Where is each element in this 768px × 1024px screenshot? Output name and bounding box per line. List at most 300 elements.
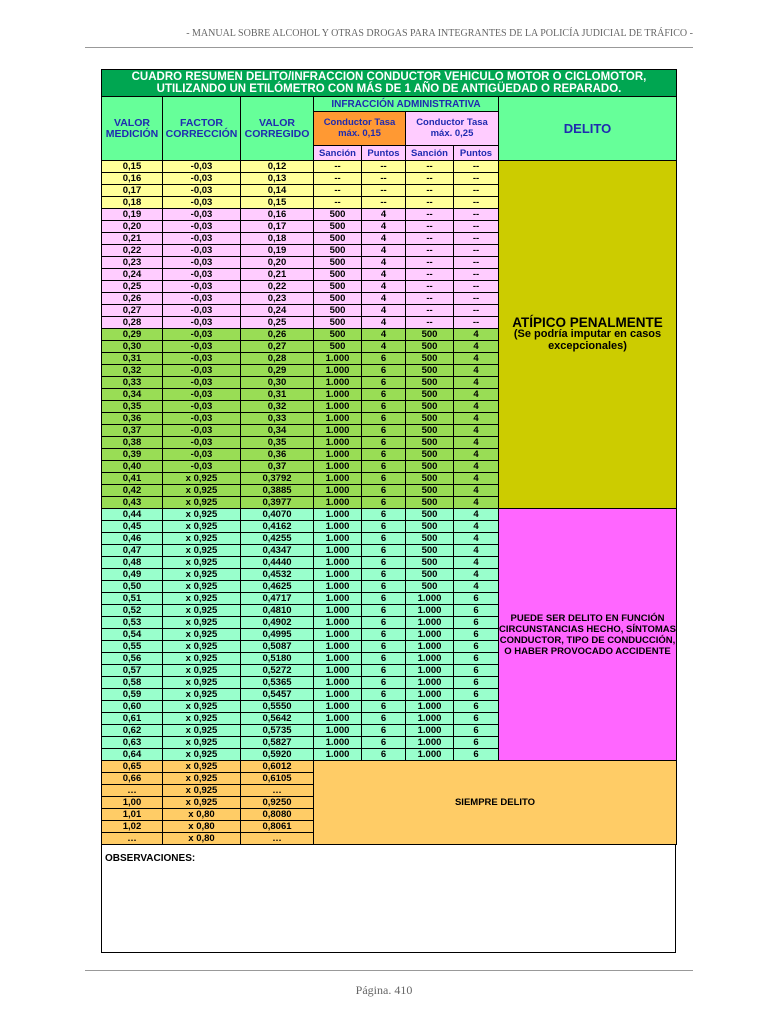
table-cell: 6 [362, 545, 406, 557]
table-cell: -- [454, 233, 499, 245]
table-cell: 0,26 [102, 293, 163, 305]
table-cell: 6 [454, 677, 499, 689]
table-cell: 1.000 [314, 545, 362, 557]
table-cell: 500 [314, 293, 362, 305]
footer-divider [85, 970, 693, 971]
table-cell: 0,4810 [241, 605, 314, 617]
table-cell: 0,5550 [241, 701, 314, 713]
table-cell: 0,4347 [241, 545, 314, 557]
table-cell: 500 [406, 341, 454, 353]
table-cell: 6 [362, 401, 406, 413]
table-cell: -- [314, 173, 362, 185]
header-conductor-025: Conductor Tasa máx. 0,25 [406, 112, 499, 146]
table-cell: 0,25 [241, 317, 314, 329]
table-cell: 1.000 [406, 617, 454, 629]
table-cell: 0,31 [241, 389, 314, 401]
table-cell: -- [406, 257, 454, 269]
table-cell: x 0,80 [163, 821, 241, 833]
table-cell: -0,03 [163, 365, 241, 377]
table-cell: -0,03 [163, 197, 241, 209]
table-cell: x 0,925 [163, 617, 241, 629]
table-cell: -- [362, 197, 406, 209]
table-cell: -- [454, 293, 499, 305]
table-cell: 0,41 [102, 473, 163, 485]
table-cell: 0,4440 [241, 557, 314, 569]
table-cell: 4 [362, 257, 406, 269]
table-cell: 0,56 [102, 653, 163, 665]
table-cell: 4 [362, 341, 406, 353]
table-cell: 500 [314, 341, 362, 353]
table-cell: 0,4532 [241, 569, 314, 581]
table-cell: -0,03 [163, 221, 241, 233]
table-cell: 6 [362, 509, 406, 521]
table-cell: 4 [454, 329, 499, 341]
table-cell: x 0,925 [163, 737, 241, 749]
table-cell: 4 [362, 329, 406, 341]
table-cell: -0,03 [163, 389, 241, 401]
table-cell: 1.000 [406, 725, 454, 737]
summary-table [101, 69, 677, 845]
table-cell: 1.000 [314, 641, 362, 653]
table-cell: 1.000 [314, 509, 362, 521]
header-puntos-2: Puntos [454, 146, 499, 161]
table-cell: 0,12 [241, 161, 314, 173]
table-cell: -- [406, 293, 454, 305]
table-cell: 4 [362, 317, 406, 329]
table-cell: 0,3977 [241, 497, 314, 509]
table-cell: -- [454, 317, 499, 329]
table-cell: 4 [362, 305, 406, 317]
page-header: - MANUAL SOBRE ALCOHOL Y OTRAS DROGAS PARA INTEGRANTES DE LA POLICÍA JUDICIAL DE TRÁFICO - [186, 28, 693, 39]
table-cell: 6 [454, 749, 499, 761]
table-cell: 6 [454, 665, 499, 677]
table-cell: -0,03 [163, 317, 241, 329]
table-cell: 6 [454, 713, 499, 725]
table-cell: 6 [362, 365, 406, 377]
table-cell: 6 [362, 665, 406, 677]
table-cell: 6 [362, 425, 406, 437]
table-cell: 0,5365 [241, 677, 314, 689]
table-cell: 0,34 [102, 389, 163, 401]
table-cell: 0,30 [102, 341, 163, 353]
table-cell: 0,65 [102, 761, 163, 773]
table-cell: x 0,925 [163, 497, 241, 509]
table-cell: 0,20 [241, 257, 314, 269]
table-cell: -- [362, 161, 406, 173]
table-cell: 0,5272 [241, 665, 314, 677]
table-cell: 6 [454, 593, 499, 605]
table-cell: 0,36 [241, 449, 314, 461]
table-cell: 1.000 [314, 713, 362, 725]
table-cell: 0,4902 [241, 617, 314, 629]
table-cell: 6 [362, 569, 406, 581]
table-cell: x 0,925 [163, 533, 241, 545]
table-cell: -0,03 [163, 437, 241, 449]
table-cell: 0,63 [102, 737, 163, 749]
table-cell: 6 [362, 533, 406, 545]
table-cell: -- [406, 233, 454, 245]
table-cell: 0,14 [241, 185, 314, 197]
table-cell: 4 [454, 545, 499, 557]
table-cell: x 0,80 [163, 809, 241, 821]
table-cell: 500 [406, 425, 454, 437]
table-cell: 1.000 [314, 677, 362, 689]
table-cell: 500 [406, 329, 454, 341]
table-cell: 6 [362, 449, 406, 461]
table-cell: 0,6105 [241, 773, 314, 785]
table-cell: 4 [454, 533, 499, 545]
table-cell: 500 [406, 521, 454, 533]
table-cell: -0,03 [163, 257, 241, 269]
table-cell: 1.000 [314, 437, 362, 449]
table-cell: 0,30 [241, 377, 314, 389]
table-cell: 500 [406, 533, 454, 545]
table-cell: -- [454, 209, 499, 221]
observaciones-label: OBSERVACIONES: [105, 853, 196, 864]
table-cell: 0,50 [102, 581, 163, 593]
table-cell: 500 [406, 353, 454, 365]
table-cell: 0,18 [241, 233, 314, 245]
table-cell: -0,03 [163, 401, 241, 413]
header-valor-corregido: VALOR CORREGIDO [241, 97, 314, 161]
table-cell: 1.000 [314, 593, 362, 605]
table-cell: -0,03 [163, 281, 241, 293]
table-cell: 6 [362, 689, 406, 701]
table-cell: 1.000 [314, 365, 362, 377]
table-cell: 0,16 [241, 209, 314, 221]
table-cell: 0,49 [102, 569, 163, 581]
table-cell: 4 [454, 581, 499, 593]
atipico-title: ATÍPICO PENALMENTE [512, 315, 663, 330]
table-cell: 0,3885 [241, 485, 314, 497]
table-cell: x 0,925 [163, 593, 241, 605]
table-cell: x 0,925 [163, 485, 241, 497]
table-cell: 6 [362, 353, 406, 365]
table-cell: -- [406, 173, 454, 185]
table-cell: 1.000 [406, 737, 454, 749]
table-cell: 6 [362, 581, 406, 593]
table-cell: 0,43 [102, 497, 163, 509]
table-cell: -0,03 [163, 449, 241, 461]
table-cell: x 0,925 [163, 797, 241, 809]
table-cell: 6 [362, 701, 406, 713]
table-cell: 0,8080 [241, 809, 314, 821]
header-valor-medicion: VALOR MEDICIÓN [102, 97, 163, 161]
table-cell: 0,54 [102, 629, 163, 641]
table-cell: 6 [362, 521, 406, 533]
table-cell: 0,35 [102, 401, 163, 413]
table-cell: 1.000 [314, 701, 362, 713]
table-cell: 1.000 [314, 569, 362, 581]
table-cell: 6 [362, 593, 406, 605]
table-cell: 6 [362, 737, 406, 749]
table-row [102, 161, 677, 173]
table-cell: -- [406, 281, 454, 293]
table-cell: 0,5827 [241, 737, 314, 749]
table-cell: 1.000 [314, 497, 362, 509]
table-cell: 1.000 [314, 749, 362, 761]
table-cell: -- [314, 197, 362, 209]
table-cell: -0,03 [163, 161, 241, 173]
table-cell: x 0,925 [163, 689, 241, 701]
table-cell: 1.000 [314, 389, 362, 401]
table-cell: -- [454, 185, 499, 197]
table-cell: 0,47 [102, 545, 163, 557]
table-cell: 1.000 [314, 653, 362, 665]
table-cell: 1.000 [314, 617, 362, 629]
table-cell: 500 [406, 449, 454, 461]
table-cell: 0,64 [102, 749, 163, 761]
table-cell: 0,21 [102, 233, 163, 245]
table-cell: 500 [314, 281, 362, 293]
table-cell: 6 [362, 497, 406, 509]
table-cell: -- [454, 269, 499, 281]
table-cell: 0,4717 [241, 593, 314, 605]
table-cell: 4 [454, 461, 499, 473]
table-cell: x 0,925 [163, 773, 241, 785]
table-cell: 500 [406, 497, 454, 509]
table-cell: 1.000 [314, 605, 362, 617]
table-cell: 0,59 [102, 689, 163, 701]
table-cell: x 0,925 [163, 749, 241, 761]
table-cell: 4 [362, 269, 406, 281]
table-cell: 0,66 [102, 773, 163, 785]
table-cell: -0,03 [163, 425, 241, 437]
table-cell: 4 [454, 497, 499, 509]
table-cell: 1.000 [314, 413, 362, 425]
table-cell: 6 [362, 473, 406, 485]
table-cell: -0,03 [163, 353, 241, 365]
table-cell: -0,03 [163, 233, 241, 245]
table-cell: 500 [406, 461, 454, 473]
table-cell: 0,24 [241, 305, 314, 317]
table-cell: 0,13 [241, 173, 314, 185]
table-cell: -- [406, 245, 454, 257]
table-cell: 4 [454, 521, 499, 533]
table-cell: 4 [454, 569, 499, 581]
table-cell: 1.000 [314, 377, 362, 389]
table-cell: -0,03 [163, 341, 241, 353]
table-cell: … [102, 785, 163, 797]
header-puntos-1: Puntos [362, 146, 406, 161]
table-cell: 0,5457 [241, 689, 314, 701]
table-cell: -- [314, 161, 362, 173]
table-cell: 6 [454, 725, 499, 737]
table-cell: 0,44 [102, 509, 163, 521]
table-cell: 1.000 [406, 689, 454, 701]
table-cell: -- [362, 173, 406, 185]
table-cell: 0,21 [241, 269, 314, 281]
table-cell: 6 [362, 629, 406, 641]
table-cell: -- [454, 197, 499, 209]
table-cell: 0,5735 [241, 725, 314, 737]
table-cell: -- [406, 197, 454, 209]
table-cell: 4 [362, 293, 406, 305]
table-cell: 0,4162 [241, 521, 314, 533]
table-cell: 4 [454, 557, 499, 569]
table-cell: 0,34 [241, 425, 314, 437]
table-cell: -- [454, 173, 499, 185]
table-cell: 1.000 [314, 737, 362, 749]
table-cell: 1.000 [314, 725, 362, 737]
table-cell: 6 [362, 437, 406, 449]
table-cell: 0,4995 [241, 629, 314, 641]
table-cell: x 0,925 [163, 713, 241, 725]
table-cell: 500 [314, 245, 362, 257]
table-cell: -0,03 [163, 185, 241, 197]
table-cell: 500 [314, 317, 362, 329]
table-cell: 1.000 [406, 605, 454, 617]
table-cell: 0,9250 [241, 797, 314, 809]
table-cell: 0,37 [241, 461, 314, 473]
table-cell: -0,03 [163, 269, 241, 281]
table-cell: 0,22 [241, 281, 314, 293]
table-cell: 0,15 [241, 197, 314, 209]
table-cell: 0,31 [102, 353, 163, 365]
table-cell: 0,8061 [241, 821, 314, 833]
table-cell: 0,55 [102, 641, 163, 653]
table-cell: 0,38 [102, 437, 163, 449]
header-conductor-015: Conductor Tasa máx. 0,15 [314, 112, 406, 146]
table-cell: 0,5920 [241, 749, 314, 761]
table-cell: 500 [406, 437, 454, 449]
table-cell: 0,15 [102, 161, 163, 173]
table-cell: -- [454, 245, 499, 257]
table-cell: 1.000 [406, 677, 454, 689]
table-cell: x 0,925 [163, 545, 241, 557]
table-cell: 1.000 [406, 713, 454, 725]
table-cell: 1.000 [314, 485, 362, 497]
table-cell: -- [454, 305, 499, 317]
table-cell: 1.000 [314, 557, 362, 569]
table-cell: 6 [454, 605, 499, 617]
table-cell: 500 [406, 377, 454, 389]
table-cell: x 0,925 [163, 725, 241, 737]
table-cell: 1.000 [314, 533, 362, 545]
table-cell: x 0,925 [163, 653, 241, 665]
header-factor-correccion: FACTOR CORRECCIÓN [163, 97, 241, 161]
table-cell: 0,23 [241, 293, 314, 305]
table-cell: -- [454, 281, 499, 293]
table-cell: -- [406, 209, 454, 221]
table-cell: 6 [454, 653, 499, 665]
table-cell: -- [406, 161, 454, 173]
table-cell: x 0,925 [163, 665, 241, 677]
atipico-note: (Se podría imputar en casos excepcionales) [513, 328, 662, 352]
table-cell: 0,51 [102, 593, 163, 605]
table-cell: 6 [362, 677, 406, 689]
table-cell: 500 [406, 557, 454, 569]
table-cell: 1.000 [314, 353, 362, 365]
table-cell: 6 [454, 641, 499, 653]
table-cell: 0,19 [102, 209, 163, 221]
table-cell: x 0,80 [163, 833, 241, 845]
table-cell: x 0,925 [163, 629, 241, 641]
table-cell: 6 [362, 725, 406, 737]
table-cell: 0,40 [102, 461, 163, 473]
table-cell: 500 [314, 257, 362, 269]
table-cell: x 0,925 [163, 701, 241, 713]
page-footer: Página. 410 [355, 983, 413, 997]
table-cell: 0,58 [102, 677, 163, 689]
table-cell: 1,01 [102, 809, 163, 821]
table-title-line1: CUADRO RESUMEN DELITO/INFRACCION CONDUCTOR VEHICULO MOTOR O CICLOMOTOR, [131, 71, 647, 83]
table-cell: 1.000 [406, 641, 454, 653]
table-cell: 6 [362, 377, 406, 389]
table-cell: 0,39 [102, 449, 163, 461]
table-cell: 6 [362, 389, 406, 401]
table-cell: x 0,925 [163, 557, 241, 569]
table-cell: -0,03 [163, 173, 241, 185]
table-cell: 1.000 [314, 689, 362, 701]
table-cell: 500 [314, 269, 362, 281]
table-cell: -0,03 [163, 461, 241, 473]
table-cell: -- [406, 317, 454, 329]
table-cell: 6 [362, 461, 406, 473]
siempre-delito-cell: SIEMPRE DELITO [314, 761, 677, 845]
table-cell: 0,33 [102, 377, 163, 389]
table-cell: 0,5087 [241, 641, 314, 653]
table-cell: -0,03 [163, 293, 241, 305]
table-cell: 6 [362, 653, 406, 665]
table-cell: 1.000 [406, 629, 454, 641]
table-cell: -- [406, 185, 454, 197]
table-cell: 0,62 [102, 725, 163, 737]
table-cell: 0,27 [102, 305, 163, 317]
table-title-line2: UTILIZANDO UN ETILÓMETRO CON MÁS DE 1 AÑO DE ANTIGÜEDAD O REPARADO. [156, 83, 622, 95]
table-cell: 0,32 [241, 401, 314, 413]
table-cell: 4 [454, 365, 499, 377]
table-cell: x 0,925 [163, 473, 241, 485]
table-cell: 4 [454, 413, 499, 425]
table-cell: 500 [406, 545, 454, 557]
table-cell: 4 [454, 353, 499, 365]
table-cell: -0,03 [163, 209, 241, 221]
table-cell: 1.000 [314, 521, 362, 533]
table-cell: -0,03 [163, 305, 241, 317]
table-cell: 500 [314, 233, 362, 245]
table-row [102, 761, 677, 773]
table-cell: 500 [406, 413, 454, 425]
header-sancion-1: Sanción [314, 146, 362, 161]
table-cell: 4 [362, 221, 406, 233]
table-cell: … [241, 785, 314, 797]
table-cell: 1.000 [314, 629, 362, 641]
table-cell: 4 [454, 437, 499, 449]
table-cell: -- [406, 305, 454, 317]
table-cell: -- [454, 221, 499, 233]
table-cell: 4 [454, 341, 499, 353]
table-cell: 500 [406, 509, 454, 521]
table-cell: 0,4255 [241, 533, 314, 545]
table-cell: 1.000 [314, 473, 362, 485]
table-cell: 0,25 [102, 281, 163, 293]
table-cell: 0,19 [241, 245, 314, 257]
table-cell: 0,5180 [241, 653, 314, 665]
header-infraccion-administrativa: INFRACCIÓN ADMINISTRATIVA [314, 97, 499, 112]
table-cell: 0,53 [102, 617, 163, 629]
table-cell: 6 [362, 713, 406, 725]
table-cell: 0,52 [102, 605, 163, 617]
table-cell: 6 [362, 749, 406, 761]
table-cell: 0,27 [241, 341, 314, 353]
table-cell: x 0,925 [163, 605, 241, 617]
table-cell: 0,37 [102, 425, 163, 437]
table-cell: 1.000 [406, 749, 454, 761]
atipico-cell [499, 161, 677, 509]
table-cell: 500 [406, 569, 454, 581]
table-cell: -0,03 [163, 329, 241, 341]
